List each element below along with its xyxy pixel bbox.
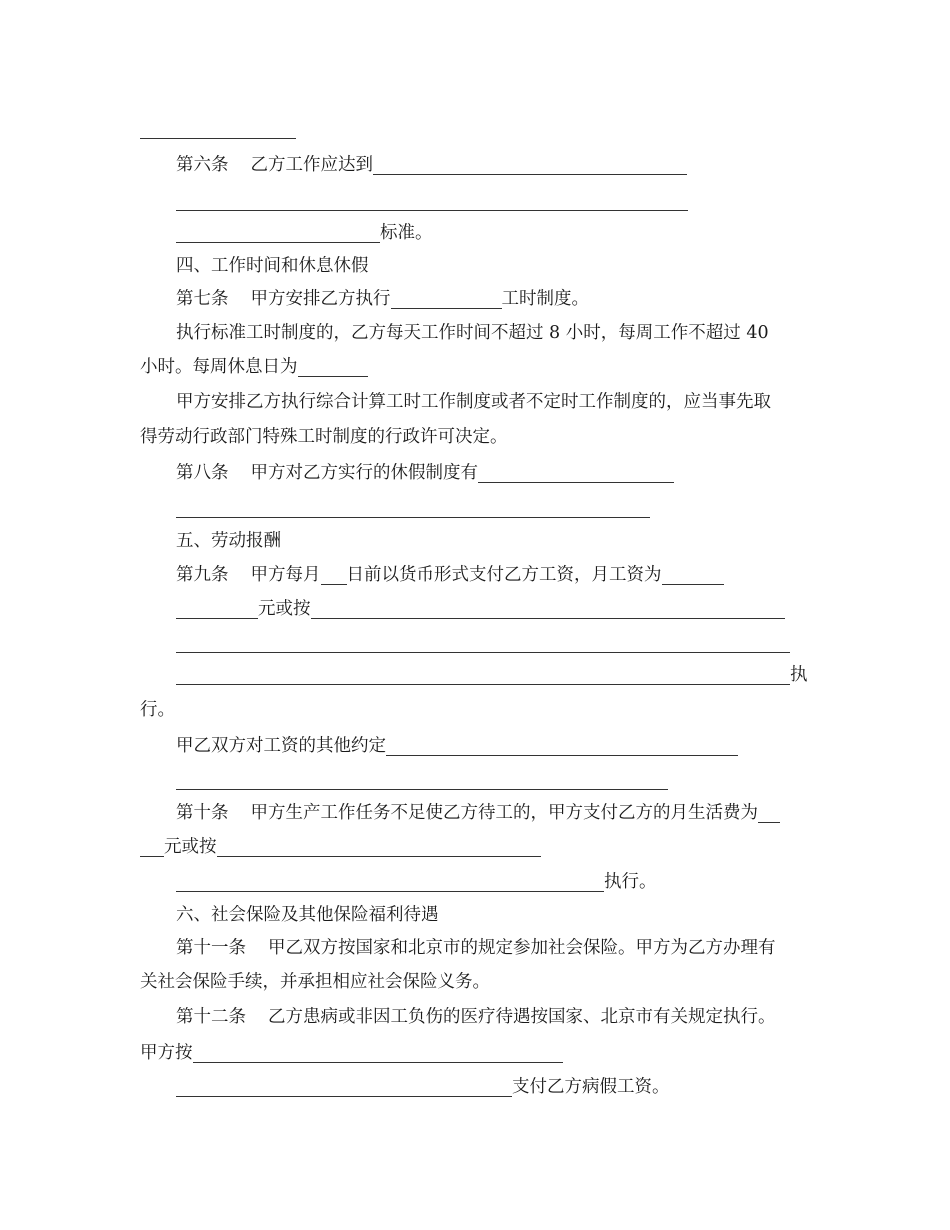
article-8-line-1 xyxy=(176,460,674,486)
paragraph-text: 甲方安排乙方执行综合计算工时工作制度或者不定时工作制度的，应当事先取 xyxy=(176,392,771,412)
section-5-title: 五、劳动报酬 xyxy=(176,531,281,551)
article-10-line-1 xyxy=(176,800,780,826)
fill-blank[interactable] xyxy=(217,838,541,857)
fill-blank[interactable] xyxy=(176,771,668,790)
paragraph-line xyxy=(140,424,508,450)
article-9-text-5: 行。 xyxy=(140,700,175,720)
article-10-text-3: 执行。 xyxy=(604,872,657,892)
article-9-line-2 xyxy=(176,596,785,622)
section-4-heading xyxy=(176,253,369,279)
paragraph-text: 得劳动行政部门特殊工时制度的行政许可决定。 xyxy=(140,427,508,447)
article-9-text-4: 执 xyxy=(790,665,808,685)
article-6-line-3 xyxy=(176,220,433,246)
article-9-line-5 xyxy=(140,697,175,723)
article-9-line-3 xyxy=(176,630,790,656)
article-10-text: 甲方生产工作任务不足使乙方待工的，甲方支付乙方的月生活费为 xyxy=(250,803,758,823)
section-6-title: 六、社会保险及其他保险福利待遇 xyxy=(176,905,439,925)
article-11-text: 甲乙双方按国家和北京市的规定参加社会保险。甲方为乙方办理有 xyxy=(268,938,776,958)
fill-blank[interactable] xyxy=(478,464,674,483)
article-10-line-2 xyxy=(140,834,541,860)
fill-blank[interactable] xyxy=(140,838,164,857)
article-11-text-2: 关社会保险手续，并承担相应社会保险义务。 xyxy=(140,972,490,992)
article-12-line-2 xyxy=(140,1040,563,1066)
fill-blank[interactable] xyxy=(176,600,258,619)
article-11-number: 第十一条 xyxy=(176,938,246,958)
fill-blank[interactable] xyxy=(321,566,347,585)
article-9-number: 第九条 xyxy=(176,565,229,585)
fill-blank[interactable] xyxy=(391,290,502,309)
paragraph-line xyxy=(176,389,771,415)
article-9-text-3: 元或按 xyxy=(258,599,311,619)
fill-blank[interactable] xyxy=(373,156,687,175)
article-6-line-2 xyxy=(176,188,688,214)
section-5-heading xyxy=(176,528,281,554)
article-9-line-1 xyxy=(176,562,724,588)
article-7-text: 甲方安排乙方执行 xyxy=(250,289,391,309)
fill-blank[interactable] xyxy=(176,634,790,653)
article-12-line-1 xyxy=(176,1004,776,1030)
fill-blank[interactable] xyxy=(176,499,650,518)
article-12-number: 第十二条 xyxy=(176,1007,246,1027)
article-6-number: 第六条 xyxy=(176,155,229,175)
article-9-text: 甲方每月 xyxy=(250,565,321,585)
article-7-line xyxy=(176,286,589,312)
article-7-number: 第七条 xyxy=(176,289,229,309)
fill-blank[interactable] xyxy=(298,358,368,377)
fill-blank[interactable] xyxy=(176,873,604,892)
article-6-end-text: 标准。 xyxy=(380,223,433,243)
article-9-line-6 xyxy=(176,733,738,759)
article-9-text-2: 日前以货币形式支付乙方工资，月工资为 xyxy=(346,565,662,585)
paragraph-text: 执行标准工时制度的，乙方每天工作时间不超过 8 小时，每周工作不超过 40 xyxy=(176,323,769,343)
article-12-text-3: 支付乙方病假工资。 xyxy=(512,1077,670,1097)
paragraph-line xyxy=(140,354,368,380)
article-6-line-1 xyxy=(176,152,687,178)
article-7-end-text: 工时制度。 xyxy=(501,289,589,309)
article-11-line-2 xyxy=(140,969,490,995)
fill-blank[interactable] xyxy=(176,666,790,685)
fill-blank[interactable] xyxy=(176,224,380,243)
fill-blank[interactable] xyxy=(140,120,296,139)
paragraph-line xyxy=(176,320,769,346)
article-8-text: 甲方对乙方实行的休假制度有 xyxy=(250,463,478,483)
article-8-line-2 xyxy=(176,495,650,521)
fill-blank[interactable] xyxy=(176,192,688,211)
fill-blank[interactable] xyxy=(311,600,785,619)
section-4-title: 四、工作时间和休息休假 xyxy=(176,256,369,276)
fill-blank[interactable] xyxy=(662,566,724,585)
article-9-line-4 xyxy=(176,662,808,688)
article-6-text: 乙方工作应达到 xyxy=(250,155,373,175)
article-9-other-text: 甲乙双方对工资的其他约定 xyxy=(176,736,386,756)
article-12-text: 乙方患病或非因工负伤的医疗待遇按国家、北京市有关规定执行。 xyxy=(268,1007,776,1027)
blank-line xyxy=(140,116,296,142)
article-12-line-3 xyxy=(176,1074,670,1100)
article-11-line-1 xyxy=(176,935,776,961)
article-8-number: 第八条 xyxy=(176,463,229,483)
fill-blank[interactable] xyxy=(386,737,738,756)
fill-blank[interactable] xyxy=(193,1044,563,1063)
article-10-number: 第十条 xyxy=(176,803,229,823)
section-6-heading xyxy=(176,902,439,928)
article-10-line-3 xyxy=(176,869,657,895)
paragraph-text: 小时。每周休息日为 xyxy=(140,357,298,377)
article-9-line-7 xyxy=(176,767,668,793)
fill-blank[interactable] xyxy=(176,1078,512,1097)
fill-blank[interactable] xyxy=(758,804,780,823)
article-12-text-2: 甲方按 xyxy=(140,1043,193,1063)
article-10-text-2: 元或按 xyxy=(164,837,217,857)
